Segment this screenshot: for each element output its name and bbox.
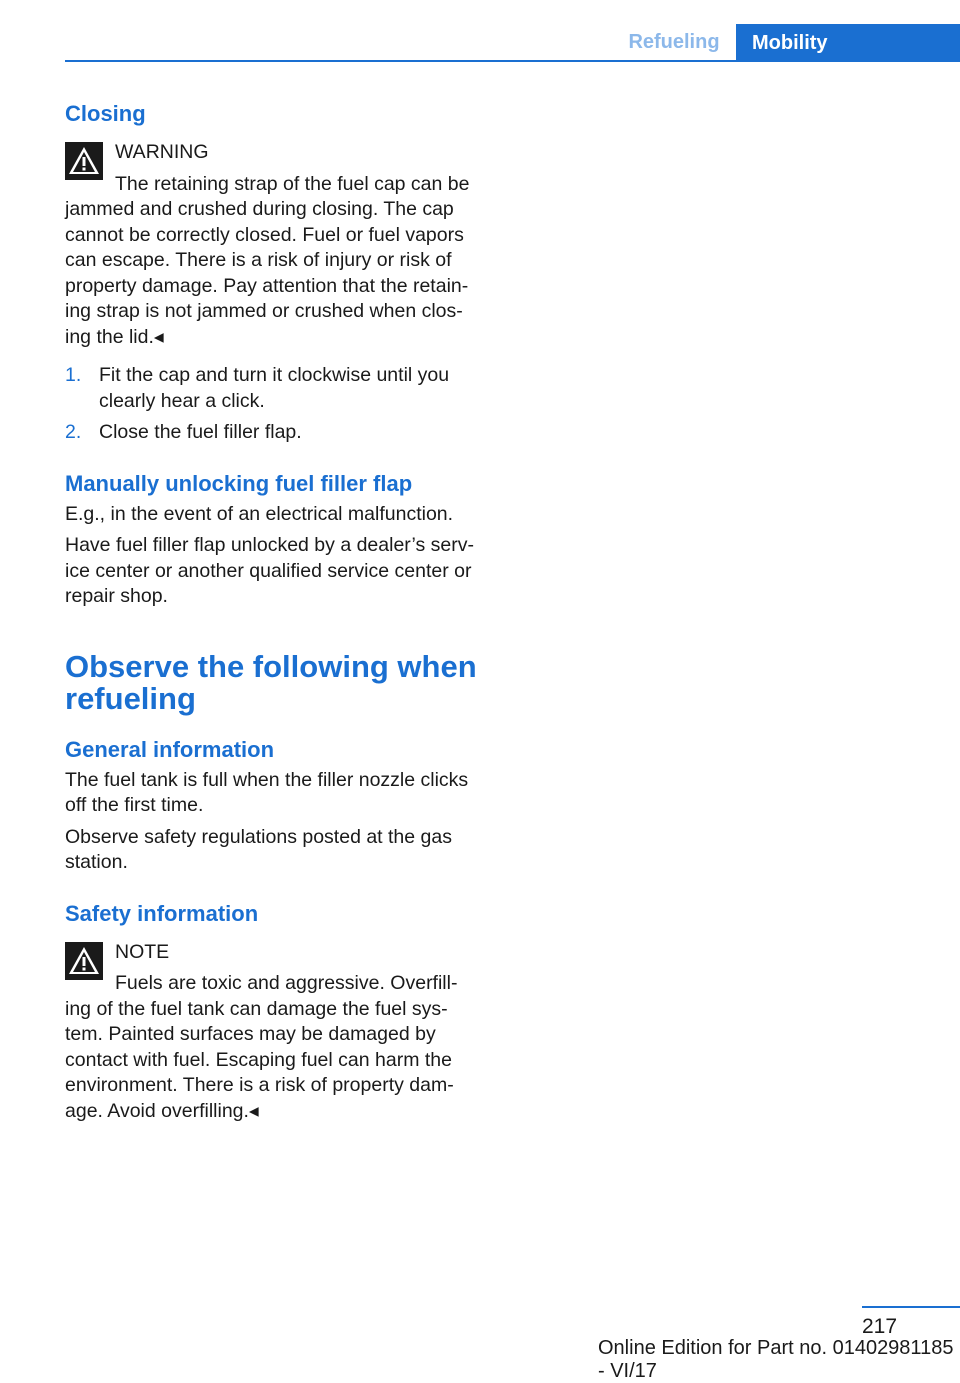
warning-triangle-icon [65, 142, 103, 180]
note-text: ing of the fuel tank can damage the fuel sys-tem. Painted surfaces may be damaged by contact with fuel. Escaping fuel can harm the environment. There is a risk of property dam-age. Avoid overfilling.◂ [65, 997, 454, 1122]
general-info-p2: Observe safety regulations posted at the gas station. [65, 825, 452, 873]
manual-unlock-p2: Have fuel filler flap unlocked by a dealer’s serv-ice center or another qualified service center or repair shop. [65, 534, 474, 607]
heading-general-info: General information [65, 736, 275, 762]
closing-steps [65, 363, 485, 446]
step-number: 1. [65, 364, 82, 386]
tab-refueling: Refueling [628, 31, 720, 53]
page-number: 217 [862, 1315, 898, 1338]
footer-edition: Online Edition for Part no. 01402981185 - VI/17 [598, 1337, 954, 1382]
page-number-rule [862, 1306, 960, 1308]
note-text-first-line: Fuels are toxic and aggressive. Overfill- [115, 972, 458, 994]
manual-unlock-p1: E.g., in the event of an electrical malfunction. [65, 502, 454, 525]
warning-text-first-line: The retaining strap of the fuel cap can be [115, 172, 470, 195]
page-content [65, 100, 485, 1124]
heading-observe: Observe the following when refueling [65, 648, 477, 716]
general-info-p1: The fuel tank is full when the filler nozzle clicks off the first time. [65, 768, 469, 816]
warning-triangle-icon [65, 942, 103, 980]
heading-safety-info: Safety information [65, 900, 259, 926]
step-text: Fit the cap and turn it clockwise until you clearly hear a click. [99, 364, 450, 412]
step-number: 2. [65, 421, 82, 443]
heading-closing: Closing [65, 101, 146, 126]
warning-text: jammed and crushed during closing. The cap cannot be correctly closed. Fuel or fuel vapors can escape. There is a risk of injury or risk of property damage. Pay attention that the retain-ing strap is not jammed or crushed when clos-ing the lid.◂ [65, 198, 469, 348]
note-block [65, 940, 485, 1125]
warning-label: WARNING [115, 141, 209, 163]
list-item [65, 420, 485, 446]
tab-mobility: Mobility [736, 24, 960, 62]
step-text: Close the fuel filler flap. [99, 421, 302, 443]
list-item [65, 363, 485, 414]
heading-manual-unlock: Manually unlocking fuel filler flap [65, 470, 413, 496]
note-label: NOTE [115, 940, 170, 963]
warning-block [65, 140, 485, 350]
